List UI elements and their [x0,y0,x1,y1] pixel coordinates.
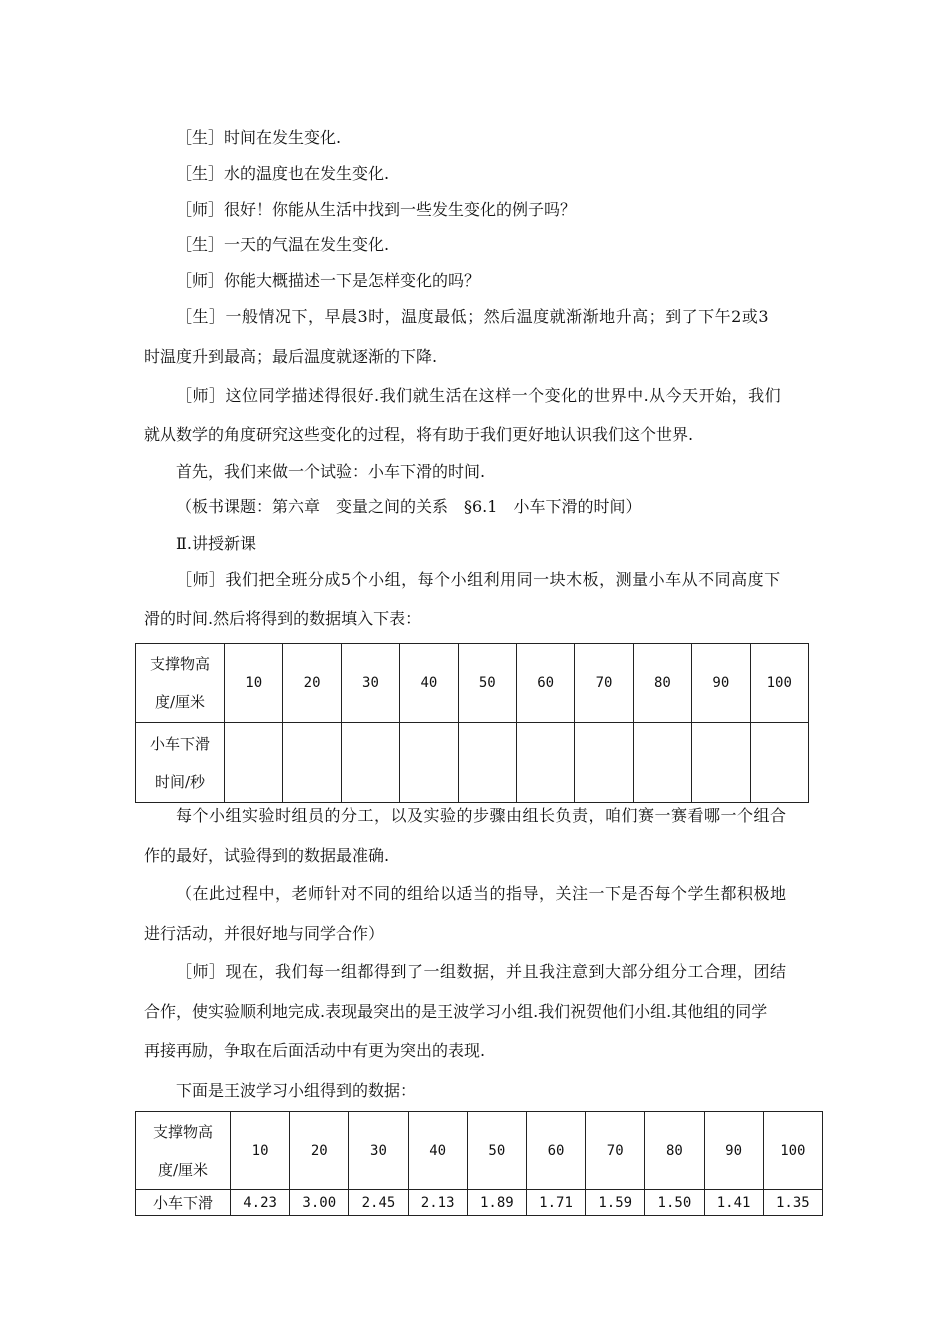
table-header-cell: 支撑物高 度/厘米 [136,1112,231,1190]
paragraph: （在此过程中，老师针对不同的组给以适当的指导，关注一下是否每个学生都积极地 [176,884,787,903]
table-cell: 100 [763,1112,822,1190]
table-cell: 60 [516,644,574,723]
paragraph: 首先，我们来做一个试验：小车下滑的时间. [176,462,486,481]
table-cell-empty [633,723,691,803]
table-cell: 90 [704,1112,763,1190]
paragraph: ［师］很好！你能从生活中找到一些发生变化的例子吗？ [176,200,577,219]
data-table-blank [135,643,809,803]
table-cell-empty [692,723,750,803]
table-cell: 20 [283,644,341,723]
table-cell: 80 [645,1112,704,1190]
paragraph: 滑的时间.然后将得到的数据填入下表： [144,609,422,628]
table-cell-empty [225,723,283,803]
paragraph: ［生］一般情况下，早晨3时，温度最低；然后温度就渐渐地升高；到了下午2或3 [176,307,770,326]
paragraph: ［师］现在，我们每一组都得到了一组数据，并且我注意到大部分组分工合理，团结 [176,962,787,981]
table-cell: 50 [458,644,516,723]
table-cell: 30 [341,644,399,723]
table-cell-empty [341,723,399,803]
paragraph: 时温度升到最高；最后温度就逐渐的下降. [144,347,438,366]
table-header-cell: 支撑物高 度/厘米 [136,644,225,723]
paragraph: ［师］这位同学描述得很好.我们就生活在这样一个变化的世界中.从今天开始，我们 [176,386,782,405]
table-cell: 1.41 [704,1190,763,1216]
paragraph: 进行活动，并很好地与同学合作） [144,924,385,943]
paragraph: 每个小组实验时组员的分工，以及实验的步骤由组长负责，咱们赛一赛看哪一个组合 [176,806,787,825]
table-cell: 10 [231,1112,290,1190]
paragraph: （板书课题：第六章 变量之间的关系 §6.1 小车下滑的时间） [176,497,642,516]
table-cell: 50 [467,1112,526,1190]
table-cell-empty [283,723,341,803]
table-cell: 40 [400,644,458,723]
table-cell: 80 [633,644,691,723]
paragraph: ［生］时间在发生变化. [176,128,342,147]
table-cell: 20 [290,1112,349,1190]
paragraph: 作的最好，试验得到的数据最准确. [144,846,390,865]
table-cell: 1.35 [763,1190,822,1216]
table-cell: 4.23 [231,1190,290,1216]
table-cell: 70 [575,644,633,723]
paragraph: 合作，使实验顺利地完成.表现最突出的是王波学习小组.我们祝贺他们小组.其他组的同学 [144,1002,768,1021]
table-cell: 1.89 [467,1190,526,1216]
table-cell-empty [575,723,633,803]
table-header-cell: 小车下滑 时间/秒 [136,723,225,803]
table-cell: 70 [586,1112,645,1190]
table-cell-empty [516,723,574,803]
table-cell-empty [400,723,458,803]
table-cell-empty [458,723,516,803]
table-cell: 40 [408,1112,467,1190]
table-cell: 2.45 [349,1190,408,1216]
table-cell: 90 [692,644,750,723]
table-cell: 1.71 [526,1190,585,1216]
table-cell: 10 [225,644,283,723]
paragraph: 再接再励，争取在后面活动中有更为突出的表现. [144,1041,486,1060]
paragraph: 就从数学的角度研究这些变化的过程，将有助于我们更好地认识我们这个世界. [144,425,694,444]
paragraph: ［生］水的温度也在发生变化. [176,164,390,183]
data-table-results [135,1111,823,1216]
table-cell-empty [750,723,808,803]
paragraph: 下面是王波学习小组得到的数据： [176,1081,417,1100]
table-header-cell: 小车下滑 [136,1190,231,1216]
table-cell: 1.50 [645,1190,704,1216]
table-cell: 30 [349,1112,408,1190]
table-cell: 60 [526,1112,585,1190]
table-cell: 2.13 [408,1190,467,1216]
paragraph: ［师］你能大概描述一下是怎样变化的吗？ [176,271,481,290]
section-heading: Ⅱ.讲授新课 [176,534,256,553]
table-cell: 1.59 [586,1190,645,1216]
table-cell: 3.00 [290,1190,349,1216]
paragraph: ［师］我们把全班分成5个小组，每个小组利用同一块木板，测量小车从不同高度下 [176,570,781,589]
paragraph: ［生］一天的气温在发生变化. [176,235,390,254]
table-cell: 100 [750,644,808,723]
